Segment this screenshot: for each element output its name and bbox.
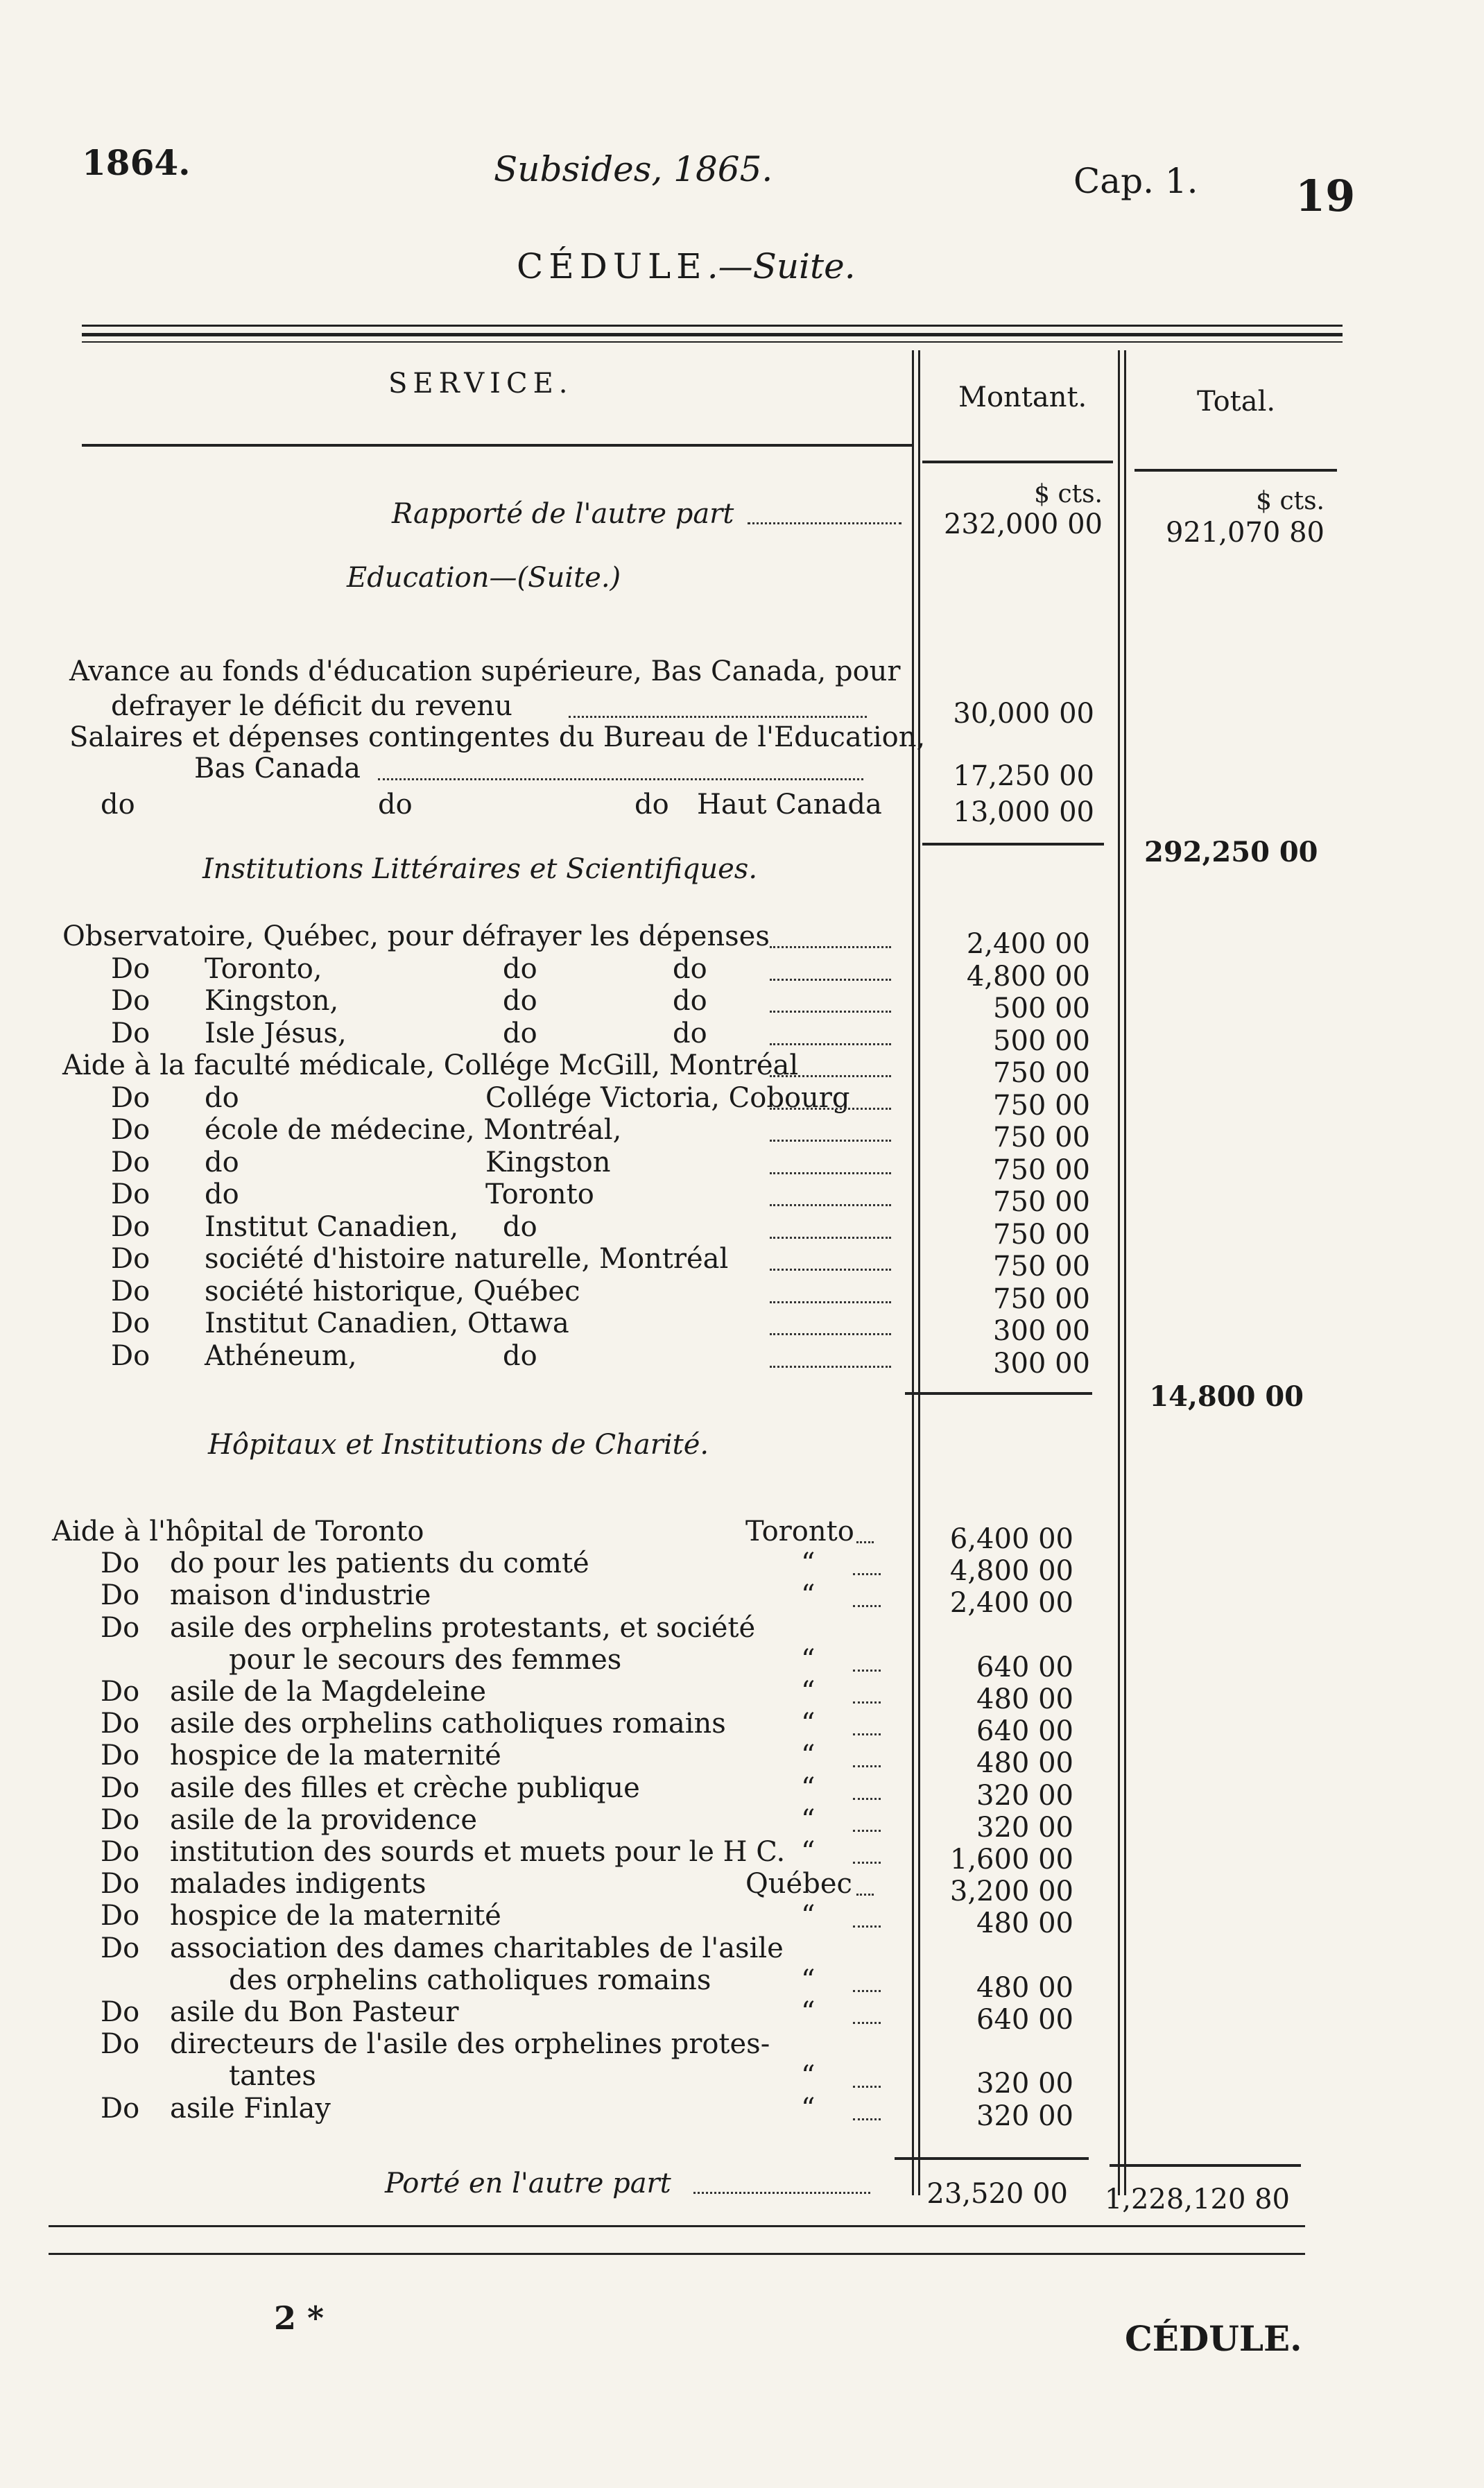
row-ditto: Do [101,1900,140,1932]
row-place: “ [801,1964,816,1996]
cedule-title-suffix: .—Suite. [707,246,856,286]
carried-total: 921,070 80 [1165,517,1325,549]
row-place: “ [801,1836,816,1868]
leader-dots [853,1573,881,1575]
row-amount: 480 00 [976,1907,1073,1939]
cedule-title-main: CÉDULE [517,246,707,286]
education-subtotal-rule [922,843,1104,846]
leader-dots [853,2118,881,2120]
leader-dots [770,1366,891,1368]
row-ditto: Do [111,1147,150,1178]
footer-rule-total [1110,2164,1301,2167]
row-label: société d'histoire naturelle, Montréal [205,1243,729,1275]
row-label: do pour les patients du comté [170,1547,589,1579]
row-amount: 17,250 00 [953,760,1094,792]
row-label: malades indigents [170,1868,426,1900]
row-label: do [101,789,135,821]
row-label: pour le secours des femmes [229,1644,622,1676]
row-amount: 6,400 00 [949,1523,1073,1555]
leader-dots [853,1701,881,1704]
row-place: “ [801,2060,816,2092]
leader-dots [853,1862,881,1864]
row-amount: 750 00 [993,1283,1090,1315]
units-montant: $ cts. [1034,480,1103,508]
row-label: hospice de la maternité [170,1740,501,1771]
row-ditto: do [378,789,413,821]
row-amount: 640 00 [976,2004,1073,2036]
catchword: CÉDULE. [1125,2318,1302,2359]
row-place: Haut Canada [697,789,882,821]
row-amount: 4,800 00 [966,961,1090,993]
row-place: “ [801,2093,816,2125]
section-title-hopitaux: Hôpitaux et Institutions de Charité. [208,1429,709,1461]
leader-dots [853,1670,881,1672]
row-ditto: Do [111,1211,150,1243]
leader-dots [693,2192,870,2194]
row-label: Salaires et dépenses contingentes du Bureau de l'Education, [69,721,926,753]
column-header-total: Total. [1197,386,1276,418]
row-amount: 640 00 [976,1651,1073,1683]
row-amount: 3,200 00 [949,1876,1073,1907]
row-amount: 750 00 [993,1154,1090,1186]
row-amount: 750 00 [993,1219,1090,1251]
row-ditto: Do [111,985,150,1017]
education-total: 292,250 00 [1144,836,1318,868]
row-label: do [503,1018,537,1049]
leader-dots [853,1830,881,1832]
row-label: des orphelins catholiques romains [229,1964,711,1996]
section-title-institutions: Institutions Littéraires et Scientifiques. [202,853,758,885]
row-label: société historique, Québec [205,1276,580,1307]
row-ditto: Do [101,1804,140,1836]
row-label: hospice de la maternité [170,1900,501,1932]
row-label: institution des sourds et muets pour le H C. [170,1836,786,1868]
row-label: Kingston, [205,985,339,1017]
column-divider-2a [1118,350,1120,2195]
row-ditto: Do [101,1612,140,1644]
row-amount: 320 00 [976,1812,1073,1844]
row-ditto: do [673,1018,707,1049]
cedule-title [517,246,856,286]
leader-dots [853,2022,881,2024]
row-label: do [205,1147,239,1178]
footer-total: 1,228,120 80 [1104,2184,1290,2215]
row-label: association des dames charitables de l'asile [170,1932,784,1964]
row-label: tantes [229,2060,316,2092]
leader-dots [856,1541,874,1543]
row-label: Athéneum, [205,1340,357,1372]
table-top-rule-thin [82,341,1343,343]
leader-dots [853,1733,881,1735]
leader-dots [853,1990,881,1992]
row-ditto: Do [101,1996,140,2028]
row-amount: 320 00 [976,2100,1073,2132]
leader-dots [853,2086,881,2088]
row-ditto: do [673,953,707,985]
row-place: “ [801,1676,816,1708]
row-ditto: Do [101,2028,140,2060]
row-label: Institut Canadien, Ottawa [205,1307,569,1339]
row-label: asile du Bon Pasteur [170,1996,459,2028]
leader-dots [770,946,891,948]
row-ditto: do [635,789,669,821]
row-amount: 500 00 [993,993,1090,1024]
row-ditto: Do [111,1243,150,1275]
row-label: asile des orphelins catholiques romains [170,1708,726,1740]
row-label: defrayer le déficit du revenu [111,690,512,722]
row-place: “ [801,1644,816,1676]
row-amount: 1,600 00 [949,1844,1073,1876]
row-label: Toronto [485,1178,594,1210]
row-ditto: Do [111,1276,150,1307]
leader-dots [856,1894,874,1896]
row-label: asile de la providence [170,1804,478,1836]
leader-dots [853,1605,881,1607]
row-label: do [205,1178,239,1210]
row-label: Aide à la faculté médicale, Collége McGill, Montréal [62,1049,799,1081]
row-label: école de médecine, Montréal, [205,1114,622,1146]
row-ditto: Do [111,1114,150,1146]
row-ditto: Do [111,953,150,985]
row-amount: 750 00 [993,1090,1090,1122]
row-label: do [503,1340,537,1372]
row-ditto: Do [101,1772,140,1804]
column-header-montant: Montant. [958,381,1087,413]
row-label: Kingston [485,1147,611,1178]
row-place: Québec [745,1868,852,1900]
row-amount: 2,400 00 [966,928,1090,960]
row-amount: 320 00 [976,1780,1073,1812]
row-ditto: Do [101,1708,140,1740]
row-amount: 750 00 [993,1251,1090,1282]
row-ditto: Do [101,1932,140,1964]
row-amount: 750 00 [993,1186,1090,1218]
row-label: Aide à l'hôpital de Toronto [52,1516,424,1547]
footer-montant: 23,520 00 [926,2178,1068,2210]
header-title: Subsides, 1865. [494,149,773,189]
row-place: “ [801,1547,816,1579]
row-ditto: Do [101,1676,140,1708]
leader-dots [748,522,901,524]
row-label: do [503,953,537,985]
leader-dots [569,716,867,718]
row-amount: 500 00 [993,1025,1090,1057]
row-label: maison d'industrie [170,1579,431,1611]
row-label: asile des orphelins protestants, et société [170,1612,756,1644]
row-amount: 750 00 [993,1057,1090,1089]
row-label: directeurs de l'asile des orphelines protes- [170,2028,770,2060]
header-underline-total [1134,469,1337,472]
row-ditto: Do [111,1018,150,1049]
header-underline-montant [922,461,1113,463]
carried-montant: 232,000 00 [943,508,1103,540]
column-header-service: SERVICE. [388,368,573,400]
signature-mark: 2 * [274,2299,325,2337]
leader-dots [770,1204,891,1206]
leader-dots [770,1172,891,1174]
row-place: “ [801,1804,816,1836]
row-label: asile des filles et crèche publique [170,1772,640,1804]
leader-dots [770,1301,891,1303]
row-label: asile de la Magdeleine [170,1676,487,1708]
row-label: do [205,1082,239,1114]
row-place: Toronto [745,1516,854,1547]
leader-dots [853,1925,881,1928]
row-ditto: Do [111,1082,150,1114]
row-ditto: Do [101,1740,140,1771]
header-underline-service [82,444,912,447]
leader-dots [770,1333,891,1335]
footer-rule-montant [895,2157,1089,2160]
table-top-rule-thick [82,333,1343,336]
row-label: do [503,1211,537,1243]
leader-dots [770,1140,891,1142]
bottom-rule [49,2225,1305,2227]
leader-dots [853,1765,881,1767]
row-amount: 4,800 00 [949,1555,1073,1587]
leader-dots [770,1237,891,1239]
row-ditto: Do [111,1340,150,1372]
row-amount: 640 00 [976,1715,1073,1747]
row-ditto: Do [101,1579,140,1611]
row-amount: 750 00 [993,1122,1090,1153]
row-place: “ [801,1772,816,1804]
row-place: “ [801,1996,816,2028]
row-place: “ [801,1579,816,1611]
row-ditto: Do [111,1178,150,1210]
row-ditto: Do [101,1547,140,1579]
row-amount: 480 00 [976,1972,1073,2004]
bottom-rule-2 [49,2253,1305,2255]
leader-dots [770,979,891,981]
institution-total: 14,800 00 [1149,1380,1304,1413]
row-amount: 13,000 00 [953,796,1094,828]
row-label: Avance au fonds d'éducation supérieure, Bas Canada, pour [69,655,901,687]
column-divider-2b [1124,350,1126,2195]
row-amount: 480 00 [976,1683,1073,1715]
row-label: asile Finlay [170,2093,331,2125]
row-place: “ [801,1740,816,1771]
row-ditto: Do [101,1868,140,1900]
row-label: Institut Canadien, [205,1211,459,1243]
row-amount: 480 00 [976,1747,1073,1779]
row-amount: 2,400 00 [949,1587,1073,1619]
header-page-number: 19 [1295,171,1356,221]
header-year: 1864. [82,142,191,183]
leader-dots [770,1043,891,1045]
leader-dots [770,1011,891,1013]
row-ditto: Do [101,2093,140,2125]
row-amount: 320 00 [976,2068,1073,2100]
row-amount: 300 00 [993,1348,1090,1380]
row-ditto: Do [101,1836,140,1868]
institution-subtotal-rule [905,1392,1092,1395]
row-label: Bas Canada [194,753,361,784]
row-amount: 300 00 [993,1315,1090,1347]
row-label: Observatoire, Québec, pour défrayer les dépenses [62,920,770,952]
carried-label: Rapporté de l'autre part [392,498,734,530]
row-ditto: Do [111,1307,150,1339]
footer-label: Porté en l'autre part [385,2168,671,2199]
row-label: Isle Jésus, [205,1018,347,1049]
row-ditto: do [673,985,707,1017]
leader-dots [770,1075,891,1077]
leader-dots [770,1108,891,1110]
row-label: Toronto, [205,953,322,985]
row-place: “ [801,1708,816,1740]
row-place: “ [801,1900,816,1932]
row-label: Collége Victoria, Cobourg [485,1082,850,1114]
leader-dots [853,1798,881,1800]
units-total: $ cts. [1256,487,1325,515]
leader-dots [378,778,863,780]
row-label: do [503,985,537,1017]
section-title-education: Education—(Suite.) [347,562,621,594]
row-amount: 30,000 00 [953,698,1094,730]
leader-dots [770,1269,891,1271]
table-top-rule [82,325,1343,327]
header-chapter: Cap. 1. [1073,161,1198,201]
